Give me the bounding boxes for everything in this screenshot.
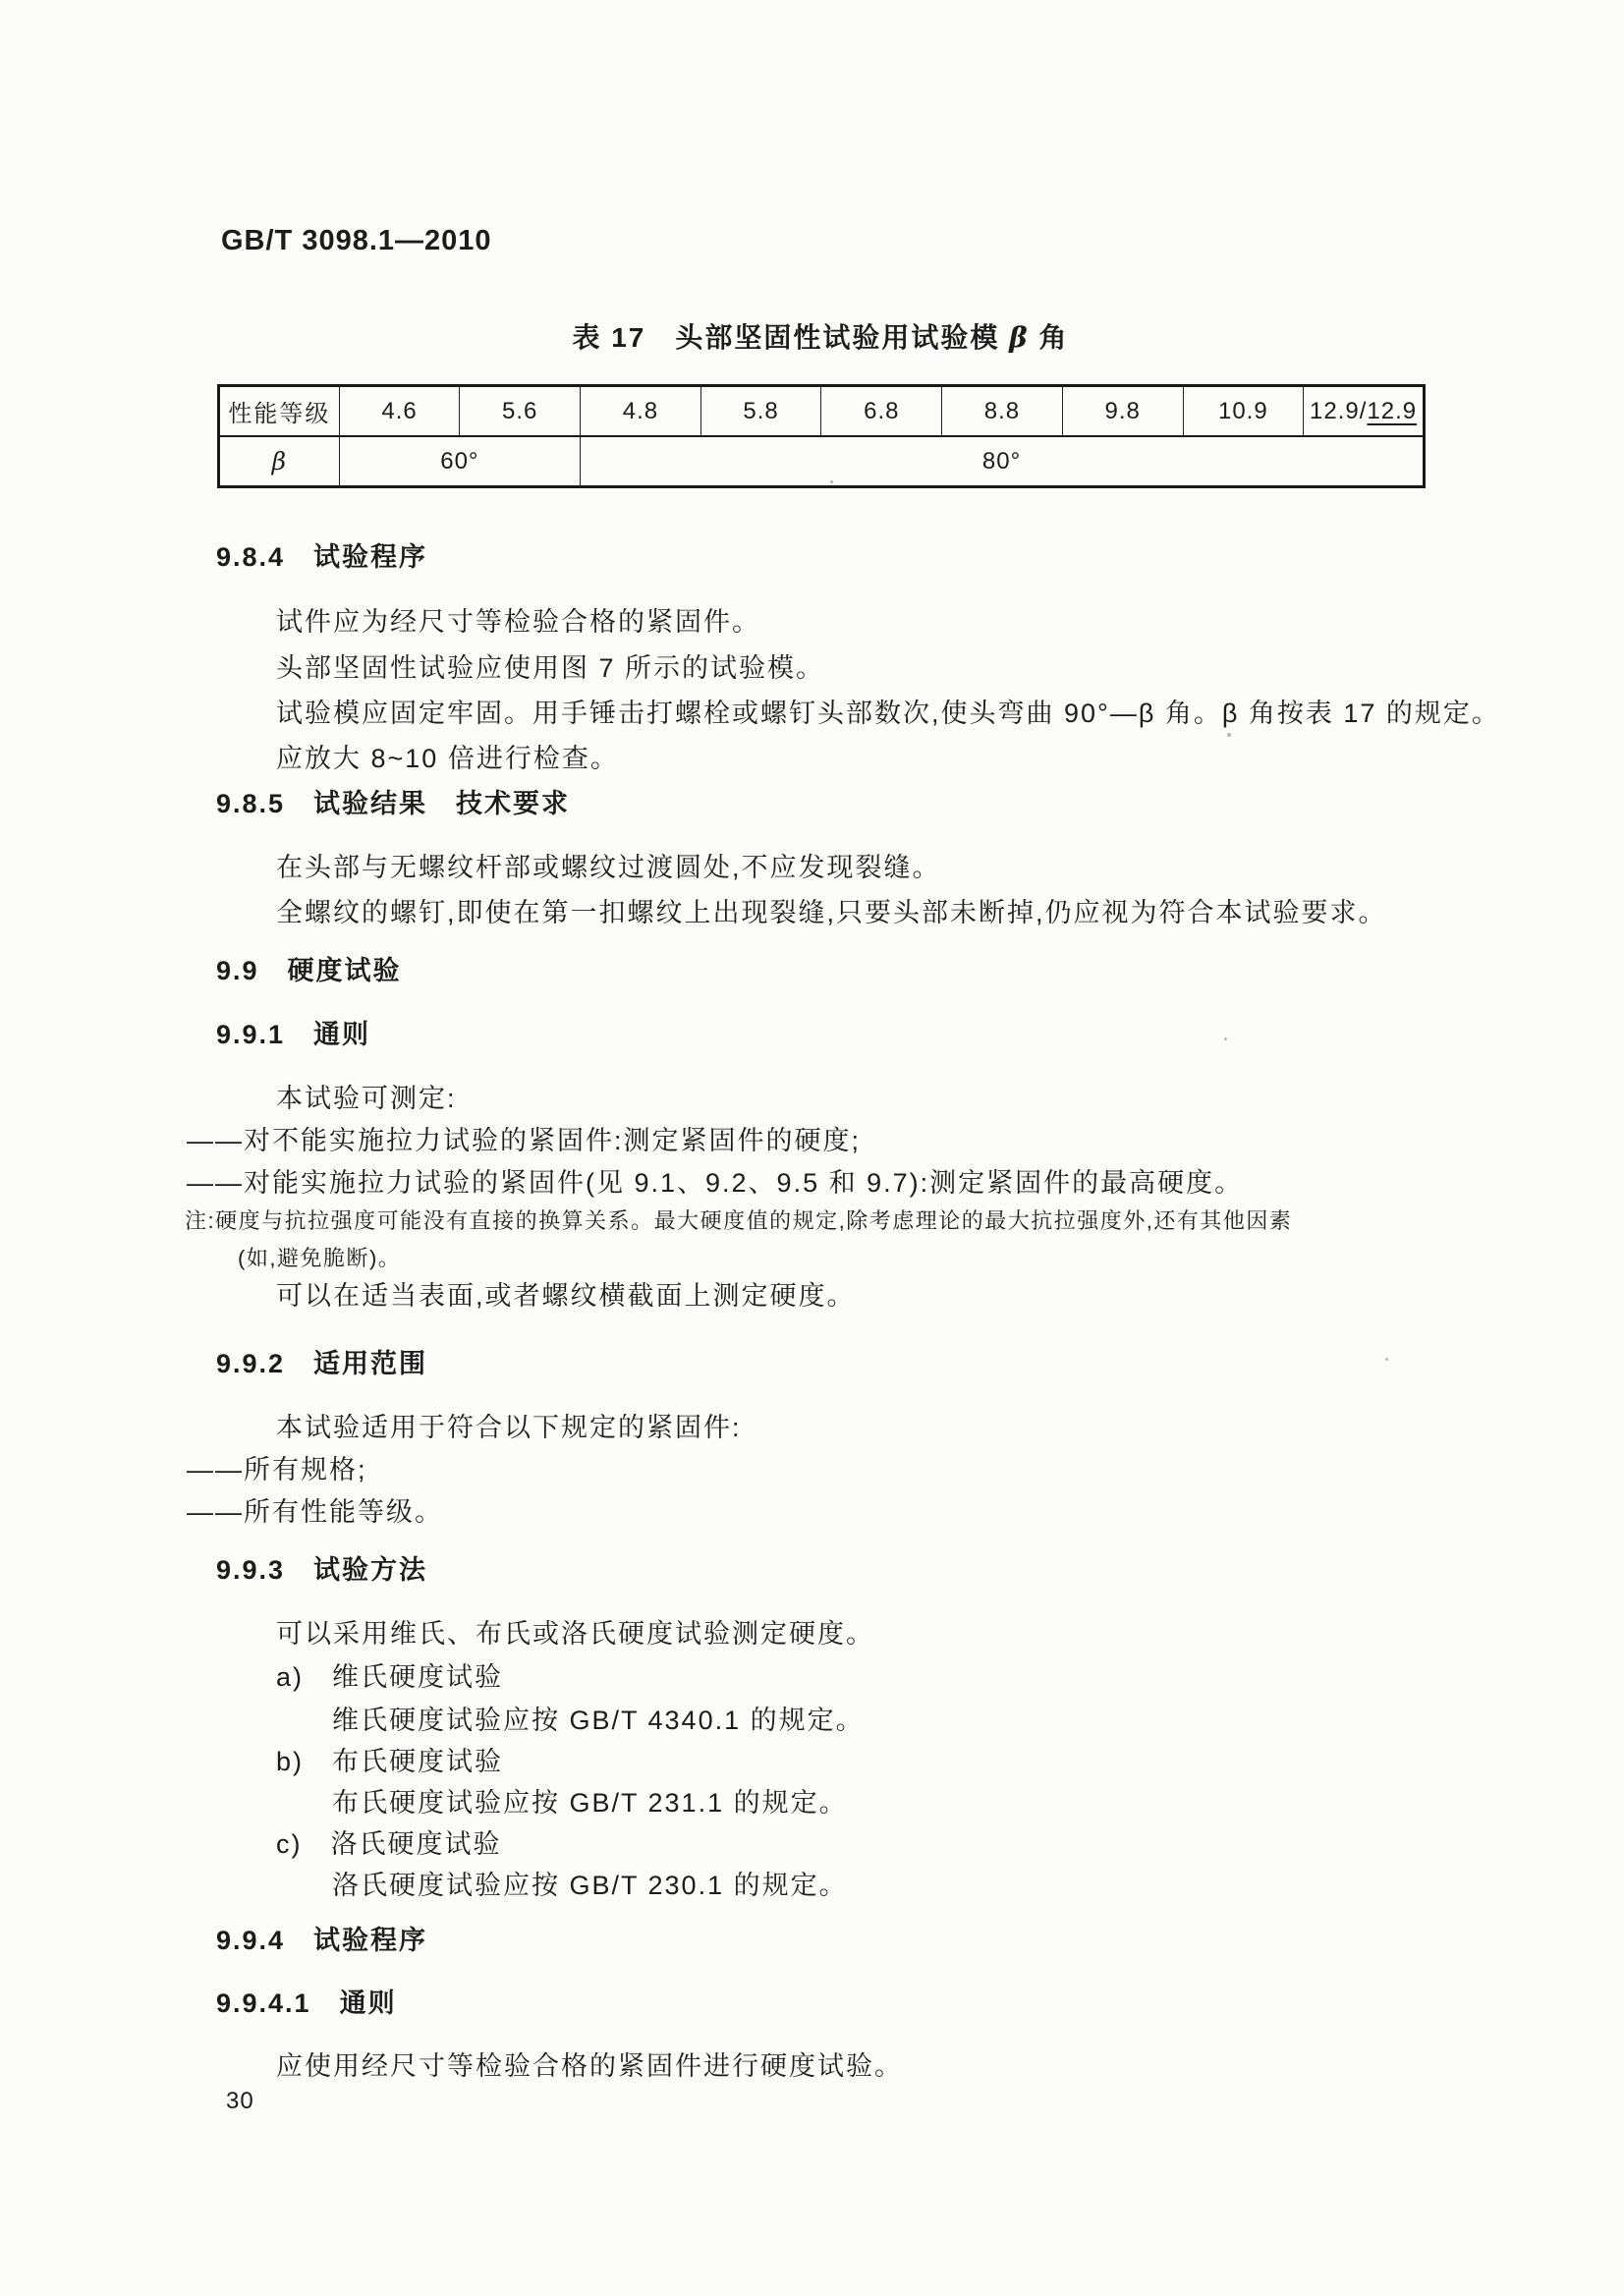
paragraph: 本试验适用于符合以下规定的紧固件: [276, 1413, 742, 1442]
beta-80-cell: 80° [581, 436, 1425, 487]
table-title [216, 316, 1425, 356]
class-cell: 5.8 [700, 386, 821, 437]
class-cell: 8.8 [942, 386, 1063, 437]
paragraph: 在头部与无螺纹杆部或螺纹过渡圆处,不应发现裂缝。 [276, 853, 941, 882]
heading-9-8-4: 9.8.4 试验程序 [216, 542, 428, 572]
list-item: ——对能实施拉力试验的紧固件(见 9.1、9.2、9.5 和 9.7):测定紧固件的最高硬度。 [187, 1168, 1244, 1198]
heading-9-9-4: 9.9.4 试验程序 [216, 1926, 428, 1955]
list-item-a: a) 维氏硬度试验 [276, 1662, 504, 1692]
scan-speck [830, 480, 833, 483]
class-cell-12-9 [1304, 386, 1425, 437]
list-item-c: c) 洛氏硬度试验 [276, 1829, 502, 1859]
list-item-b: b) 布氏硬度试验 [276, 1747, 504, 1776]
table-beta-row [219, 436, 1425, 487]
list-item: ——所有性能等级。 [187, 1497, 443, 1527]
heading-9-9: 9.9 硬度试验 [216, 956, 402, 985]
scan-speck [1224, 1037, 1227, 1040]
class-cell: 6.8 [821, 386, 942, 437]
paragraph: 可以在适当表面,或者螺纹横截面上测定硬度。 [276, 1281, 856, 1311]
table-title-prefix: 表 17 头部坚固性试验用试验模 [572, 322, 1010, 353]
paragraph: 可以采用维氏、布氏或洛氏硬度试验测定硬度。 [276, 1619, 874, 1649]
heading-9-9-1: 9.9.1 通则 [216, 1020, 371, 1049]
page-number: 30 [226, 2088, 254, 2114]
table-title-beta-symbol: β [1009, 321, 1030, 354]
paragraph: 应放大 8~10 倍进行检查。 [276, 744, 619, 773]
paragraph: 头部坚固性试验应使用图 7 所示的试验模。 [276, 653, 825, 683]
class-cell: 4.8 [581, 386, 701, 437]
class-cell: 5.6 [460, 386, 581, 437]
note-line: 注:硬度与抗拉强度可能没有直接的换算关系。最大硬度值的规定,除考虑理论的最大抗拉强度外,还有其他因素 [185, 1208, 1293, 1233]
scan-speck [1227, 733, 1231, 737]
class-cell: 10.9 [1183, 386, 1304, 437]
heading-9-9-3: 9.9.3 试验方法 [216, 1555, 428, 1585]
beta-angle-table [217, 384, 1426, 488]
list-item: ——所有规格; [187, 1455, 367, 1484]
heading-9-8-5: 9.8.5 试验结果 技术要求 [216, 789, 571, 818]
class-12-9-plain: 12.9/ [1310, 397, 1368, 424]
beta-60-cell: 60° [339, 436, 580, 487]
beta-label-cell: β [219, 436, 340, 487]
class-cell: 9.8 [1062, 386, 1183, 437]
paragraph: 布氏硬度试验应按 GB/T 231.1 的规定。 [332, 1788, 848, 1818]
table-header-row [219, 386, 1425, 437]
class-cell: 4.6 [339, 386, 460, 437]
scan-speck [1385, 1358, 1388, 1361]
paragraph: 应使用经尺寸等检验合格的紧固件进行硬度试验。 [276, 2051, 903, 2081]
list-item: ——对不能实施拉力试验的紧固件:测定紧固件的硬度; [187, 1126, 862, 1155]
paragraph: 本试验可测定: [276, 1084, 457, 1113]
note-line: (如,避免脆断)。 [238, 1246, 402, 1270]
paragraph: 全螺纹的螺钉,即使在第一扣螺纹上出现裂缝,只要头部未断掉,仍应视为符合本试验要求。 [276, 898, 1387, 927]
paragraph: 试件应为经尺寸等检验合格的紧固件。 [276, 607, 760, 637]
heading-9-9-2: 9.9.2 适用范围 [216, 1349, 428, 1378]
table-title-suffix: 角 [1029, 322, 1069, 353]
standard-number: GB/T 3098.1—2010 [221, 225, 492, 256]
class-12-9-underlined: 12.9 [1367, 397, 1418, 424]
paragraph: 维氏硬度试验应按 GB/T 4340.1 的规定。 [332, 1706, 865, 1735]
heading-9-9-4-1: 9.9.4.1 通则 [216, 1988, 397, 2018]
property-class-header-cell: 性能等级 [219, 386, 340, 437]
paragraph: 洛氏硬度试验应按 GB/T 230.1 的规定。 [332, 1871, 848, 1900]
paragraph: 试验模应固定牢固。用手锤击打螺栓或螺钉头部数次,使头弯曲 90°—β 角。β 角按表 17 的规定。 [276, 699, 1500, 728]
